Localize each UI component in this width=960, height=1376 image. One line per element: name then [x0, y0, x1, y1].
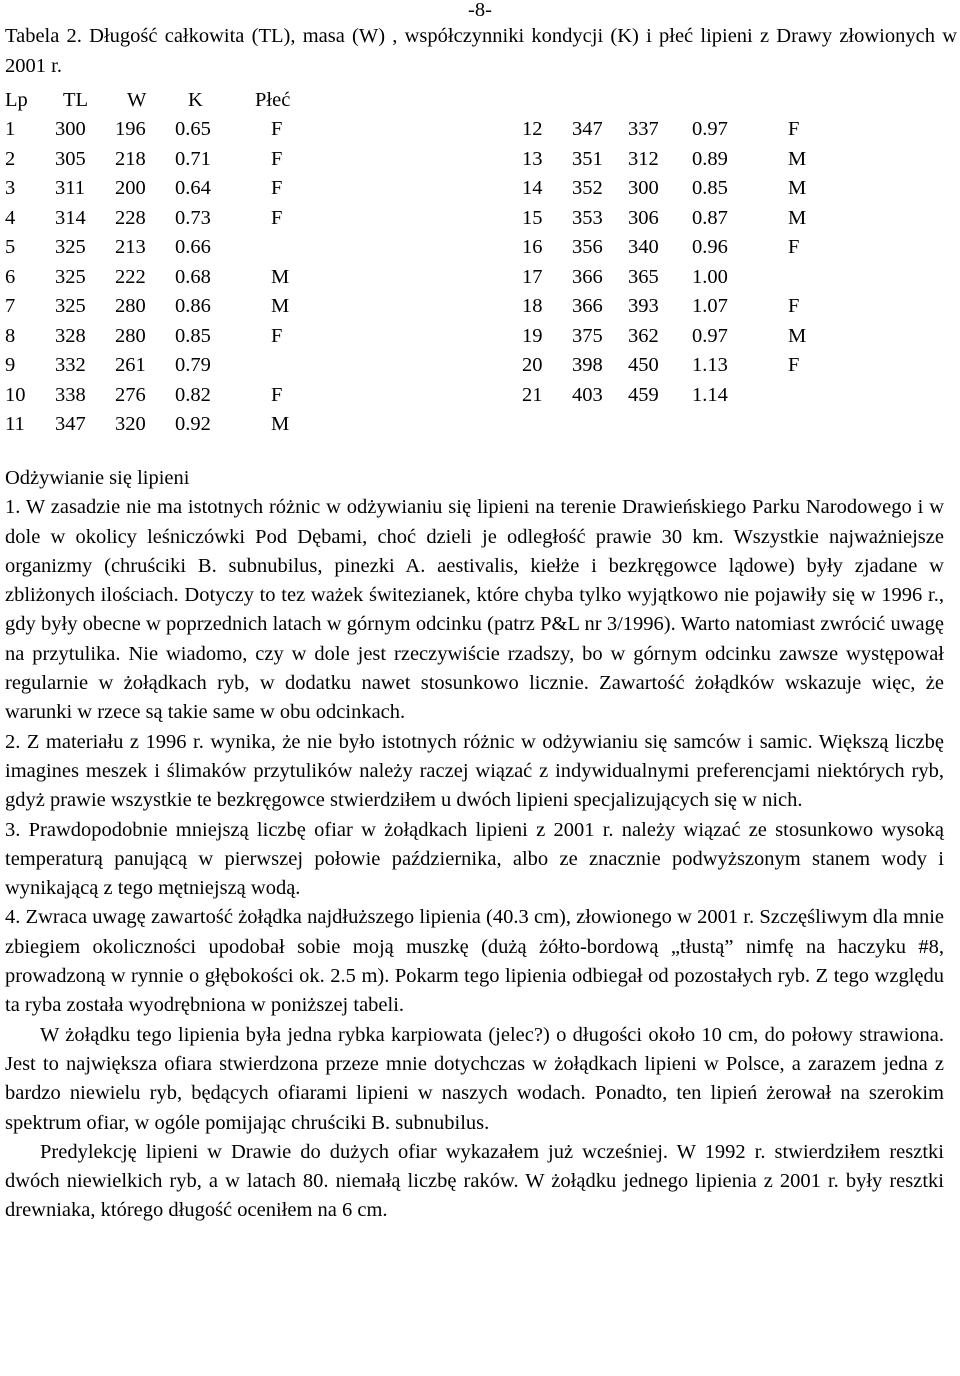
cell-w: 300 [628, 177, 659, 199]
cell-sex: F [788, 236, 800, 258]
cell-w: 261 [115, 354, 146, 376]
cell-lp: 20 [522, 354, 543, 376]
cell-w: 222 [115, 265, 146, 288]
cell-k: 0.96 [692, 236, 728, 258]
cell-w: 340 [628, 236, 659, 258]
cell-k: 1.07 [692, 295, 728, 317]
cell-lp: 16 [522, 236, 543, 258]
cell-k: 1.13 [692, 354, 728, 376]
cell-sex: F [788, 118, 800, 140]
table-row [522, 263, 822, 293]
feeding-section [5, 464, 944, 1226]
paragraph-1: 1. W zasadzie nie ma istotnych różnic w odżywianiu się lipieni na terenie Drawieńskiego Parku Narodowego i w dole w okolicy leśniczówki Pod Dębami, choć dzieli je odległość prawie 30 km. Wszystkie najważniejsze organizmy (chruściki B. subnubilus, pinezki A. aestivalis, kiełże i bezkręgowce lądowe) były zjadane w zbliżonych ilościach. Dotyczy to tez ważek świtezianek, które chyba tylko wyjątkowo nie pojawiły się w 1996 r., gdy były obecne w poprzednich latach w górnym odcinku (patrz P&L nr 3/1996). Warto natomiast zwrócić uwagę na przytulika. Nie wiadomo, czy w dole jest rzeczywiście rzadszy, bo w górnym odcinku zawsze występował regularnie w żołądkach ryb, w dodatku nawet stosunkowo licznie. Zawartość żołądków wskazuje więc, że warunki w rzece są takie same w obu odcinkach. [5, 496, 944, 724]
cell-k: 0.97 [692, 324, 728, 347]
cell-lp: 11 [5, 413, 25, 435]
cell-sex: M [788, 177, 807, 199]
cell-tl: 352 [572, 177, 603, 199]
cell-lp: 21 [522, 383, 543, 406]
cell-w: 320 [115, 413, 146, 435]
cell-tl: 328 [55, 324, 86, 347]
cell-w: 213 [115, 236, 146, 258]
cell-tl: 353 [572, 206, 603, 229]
table-row [522, 145, 822, 175]
cell-sex: M [788, 206, 807, 229]
cell-tl: 325 [55, 265, 86, 288]
cell-tl: 338 [55, 383, 86, 406]
cell-tl: 314 [55, 206, 86, 229]
cell-w: 218 [115, 147, 146, 170]
cell-k: 0.73 [175, 206, 211, 229]
cell-lp: 19 [522, 324, 543, 347]
cell-sex: M [271, 413, 290, 435]
cell-sex: M [271, 265, 290, 288]
table-row [5, 322, 305, 352]
cell-w: 393 [628, 295, 659, 317]
table-row [5, 410, 305, 440]
cell-w: 362 [628, 324, 659, 347]
cell-k: 0.86 [175, 295, 211, 317]
cell-tl: 325 [55, 236, 86, 258]
cell-lp: 2 [5, 147, 16, 170]
paragraph-2: 2. Z materiału z 1996 r. wynika, że nie było istotnych różnic w odżywianiu się samców i samic. Większą liczbę imagines meszek i ślimaków przytulików należy raczej wiązać z indywidualnymi preferencjami niektórych ryb, gdyż prawie wszystkie te bezkręgowce stwierdziłem u dwóch lipieni specjalizujących się w nich. [5, 730, 944, 812]
table-row [522, 233, 822, 263]
cell-k: 0.65 [175, 118, 211, 140]
header-k: K [188, 89, 203, 111]
cell-w: 280 [115, 324, 146, 347]
cell-tl: 311 [55, 177, 85, 199]
cell-lp: 12 [522, 118, 543, 140]
table-row [5, 174, 305, 204]
cell-sex: F [271, 147, 283, 170]
table-row [5, 351, 305, 381]
table-row [5, 292, 305, 322]
cell-w: 276 [115, 383, 146, 406]
cell-k: 0.92 [175, 413, 211, 435]
cell-sex: M [788, 147, 807, 170]
cell-k: 0.71 [175, 147, 211, 170]
table-row [5, 204, 305, 234]
cell-sex: F [271, 206, 283, 229]
cell-tl: 347 [572, 118, 603, 140]
cell-tl: 375 [572, 324, 603, 347]
cell-lp: 6 [5, 265, 16, 288]
table-row [522, 204, 822, 234]
paragraph-5: W żołądku tego lipienia była jedna rybka karpiowata (jelec?) o długości około 10 cm, do połowy strawiona. Jest to największa ofiara stwierdzona przeze mnie dotychczas w żołądkach lipieni w Polsce, a zarazem jedna z bardzo niewielu ryb, będących ofiarami lipieni w naszych wodach. Ponadto, ten lipień żerował na szerokim spektrum ofiar, w ogóle pomijając chruściki B. subnubilus. [5, 1023, 944, 1134]
cell-lp: 13 [522, 147, 543, 170]
cell-k: 0.97 [692, 118, 728, 140]
cell-w: 459 [628, 383, 659, 406]
cell-lp: 14 [522, 177, 543, 199]
table-row [5, 263, 305, 293]
paragraph-4: 4. Zwraca uwagę zawartość żołądka najdłuższego lipienia (40.3 cm), złowionego w 2001 r. Szczęśliwym dla mnie zbiegiem okoliczności upodobał sobie moją muszkę (dużą żółto-bordową „tłustą” nimfę na haczyku #8, prowadzoną w rynnie o głębokości ok. 2.5 m). Pokarm tego lipienia odbiegał od pozostałych ryb. Z tego względu ta ryba została wyodrębniona w poniższej tabeli. [5, 906, 944, 1017]
cell-lp: 17 [522, 265, 543, 288]
cell-lp: 3 [5, 177, 16, 199]
cell-tl: 398 [572, 354, 603, 376]
cell-lp: 9 [5, 354, 16, 376]
table-column-left [5, 115, 305, 440]
header-w: W [127, 89, 147, 111]
section-title: Odżywianie się lipieni [5, 467, 190, 489]
cell-lp: 10 [5, 383, 26, 406]
cell-sex: F [271, 383, 283, 406]
cell-w: 196 [115, 118, 146, 140]
cell-lp: 4 [5, 206, 16, 229]
table-row [5, 233, 305, 263]
cell-tl: 347 [55, 413, 86, 435]
table-row [522, 292, 822, 322]
cell-tl: 403 [572, 383, 603, 406]
paragraph-6: Predylekcję lipieni w Drawie do dużych ofiar wykazałem już wcześniej. W 1992 r. stwierdziłem resztki dwóch niewielkich ryb, a w latach 80. niemałą liczbę raków. W żołądku jednego lipienia z 2001 r. były resztki drewniaka, którego długość oceniłem na 6 cm. [5, 1140, 944, 1222]
page-number: -8- [468, 0, 492, 21]
paragraph-3: 3. Prawdopodobnie mniejszą liczbę ofiar w żołądkach lipieni z 2001 r. należy wiązać ze stosunkowo wysoką temperaturą panującą w pierwszej połowie października, albo ze znacznie podwyższonym stanem wody i wynikającą z tego mętniejszą wodą. [5, 818, 944, 900]
cell-lp: 7 [5, 295, 16, 317]
cell-k: 0.85 [175, 324, 211, 347]
cell-tl: 366 [572, 265, 603, 288]
cell-w: 450 [628, 354, 659, 376]
table-row [522, 381, 822, 411]
cell-tl: 332 [55, 354, 86, 376]
table-row [522, 115, 822, 145]
header-lp: Lp [5, 89, 28, 111]
cell-tl: 351 [572, 147, 603, 170]
cell-w: 337 [628, 118, 659, 140]
cell-k: 1.14 [692, 383, 728, 406]
cell-k: 0.64 [175, 177, 211, 199]
cell-sex: F [788, 295, 800, 317]
cell-k: 0.68 [175, 265, 211, 288]
cell-k: 0.85 [692, 177, 728, 199]
table-row [5, 115, 305, 145]
table-caption: Tabela 2. Długość całkowita (TL), masa (W) , współczynniki kondycji (K) i płeć lipieni z Drawy złowionych w 2001 r. [5, 25, 957, 77]
cell-w: 200 [115, 177, 146, 199]
cell-tl: 300 [55, 118, 86, 140]
cell-tl: 325 [55, 295, 86, 317]
cell-sex: M [271, 295, 290, 317]
cell-lp: 15 [522, 206, 543, 229]
cell-w: 280 [115, 295, 146, 317]
cell-w: 228 [115, 206, 146, 229]
cell-k: 0.79 [175, 354, 211, 376]
cell-sex: F [271, 324, 283, 347]
table-row [5, 381, 305, 411]
cell-sex: M [788, 324, 807, 347]
cell-w: 312 [628, 147, 659, 170]
cell-tl: 305 [55, 147, 86, 170]
cell-sex: F [271, 177, 283, 199]
cell-lp: 8 [5, 324, 16, 347]
cell-k: 0.89 [692, 147, 728, 170]
table-row [522, 322, 822, 352]
table-row [522, 174, 822, 204]
header-tl: TL [63, 89, 89, 111]
cell-lp: 5 [5, 236, 16, 258]
cell-w: 306 [628, 206, 659, 229]
cell-w: 365 [628, 265, 659, 288]
cell-k: 0.66 [175, 236, 211, 258]
table-column-right [522, 115, 822, 410]
cell-lp: 18 [522, 295, 543, 317]
cell-sex: F [271, 118, 283, 140]
cell-tl: 356 [572, 236, 603, 258]
cell-k: 1.00 [692, 265, 728, 288]
table-row [522, 351, 822, 381]
table-row [5, 145, 305, 175]
cell-lp: 1 [5, 118, 16, 140]
header-sex: Płeć [255, 89, 291, 111]
cell-k: 0.82 [175, 383, 211, 406]
cell-tl: 366 [572, 295, 603, 317]
cell-sex: F [788, 354, 800, 376]
cell-k: 0.87 [692, 206, 728, 229]
